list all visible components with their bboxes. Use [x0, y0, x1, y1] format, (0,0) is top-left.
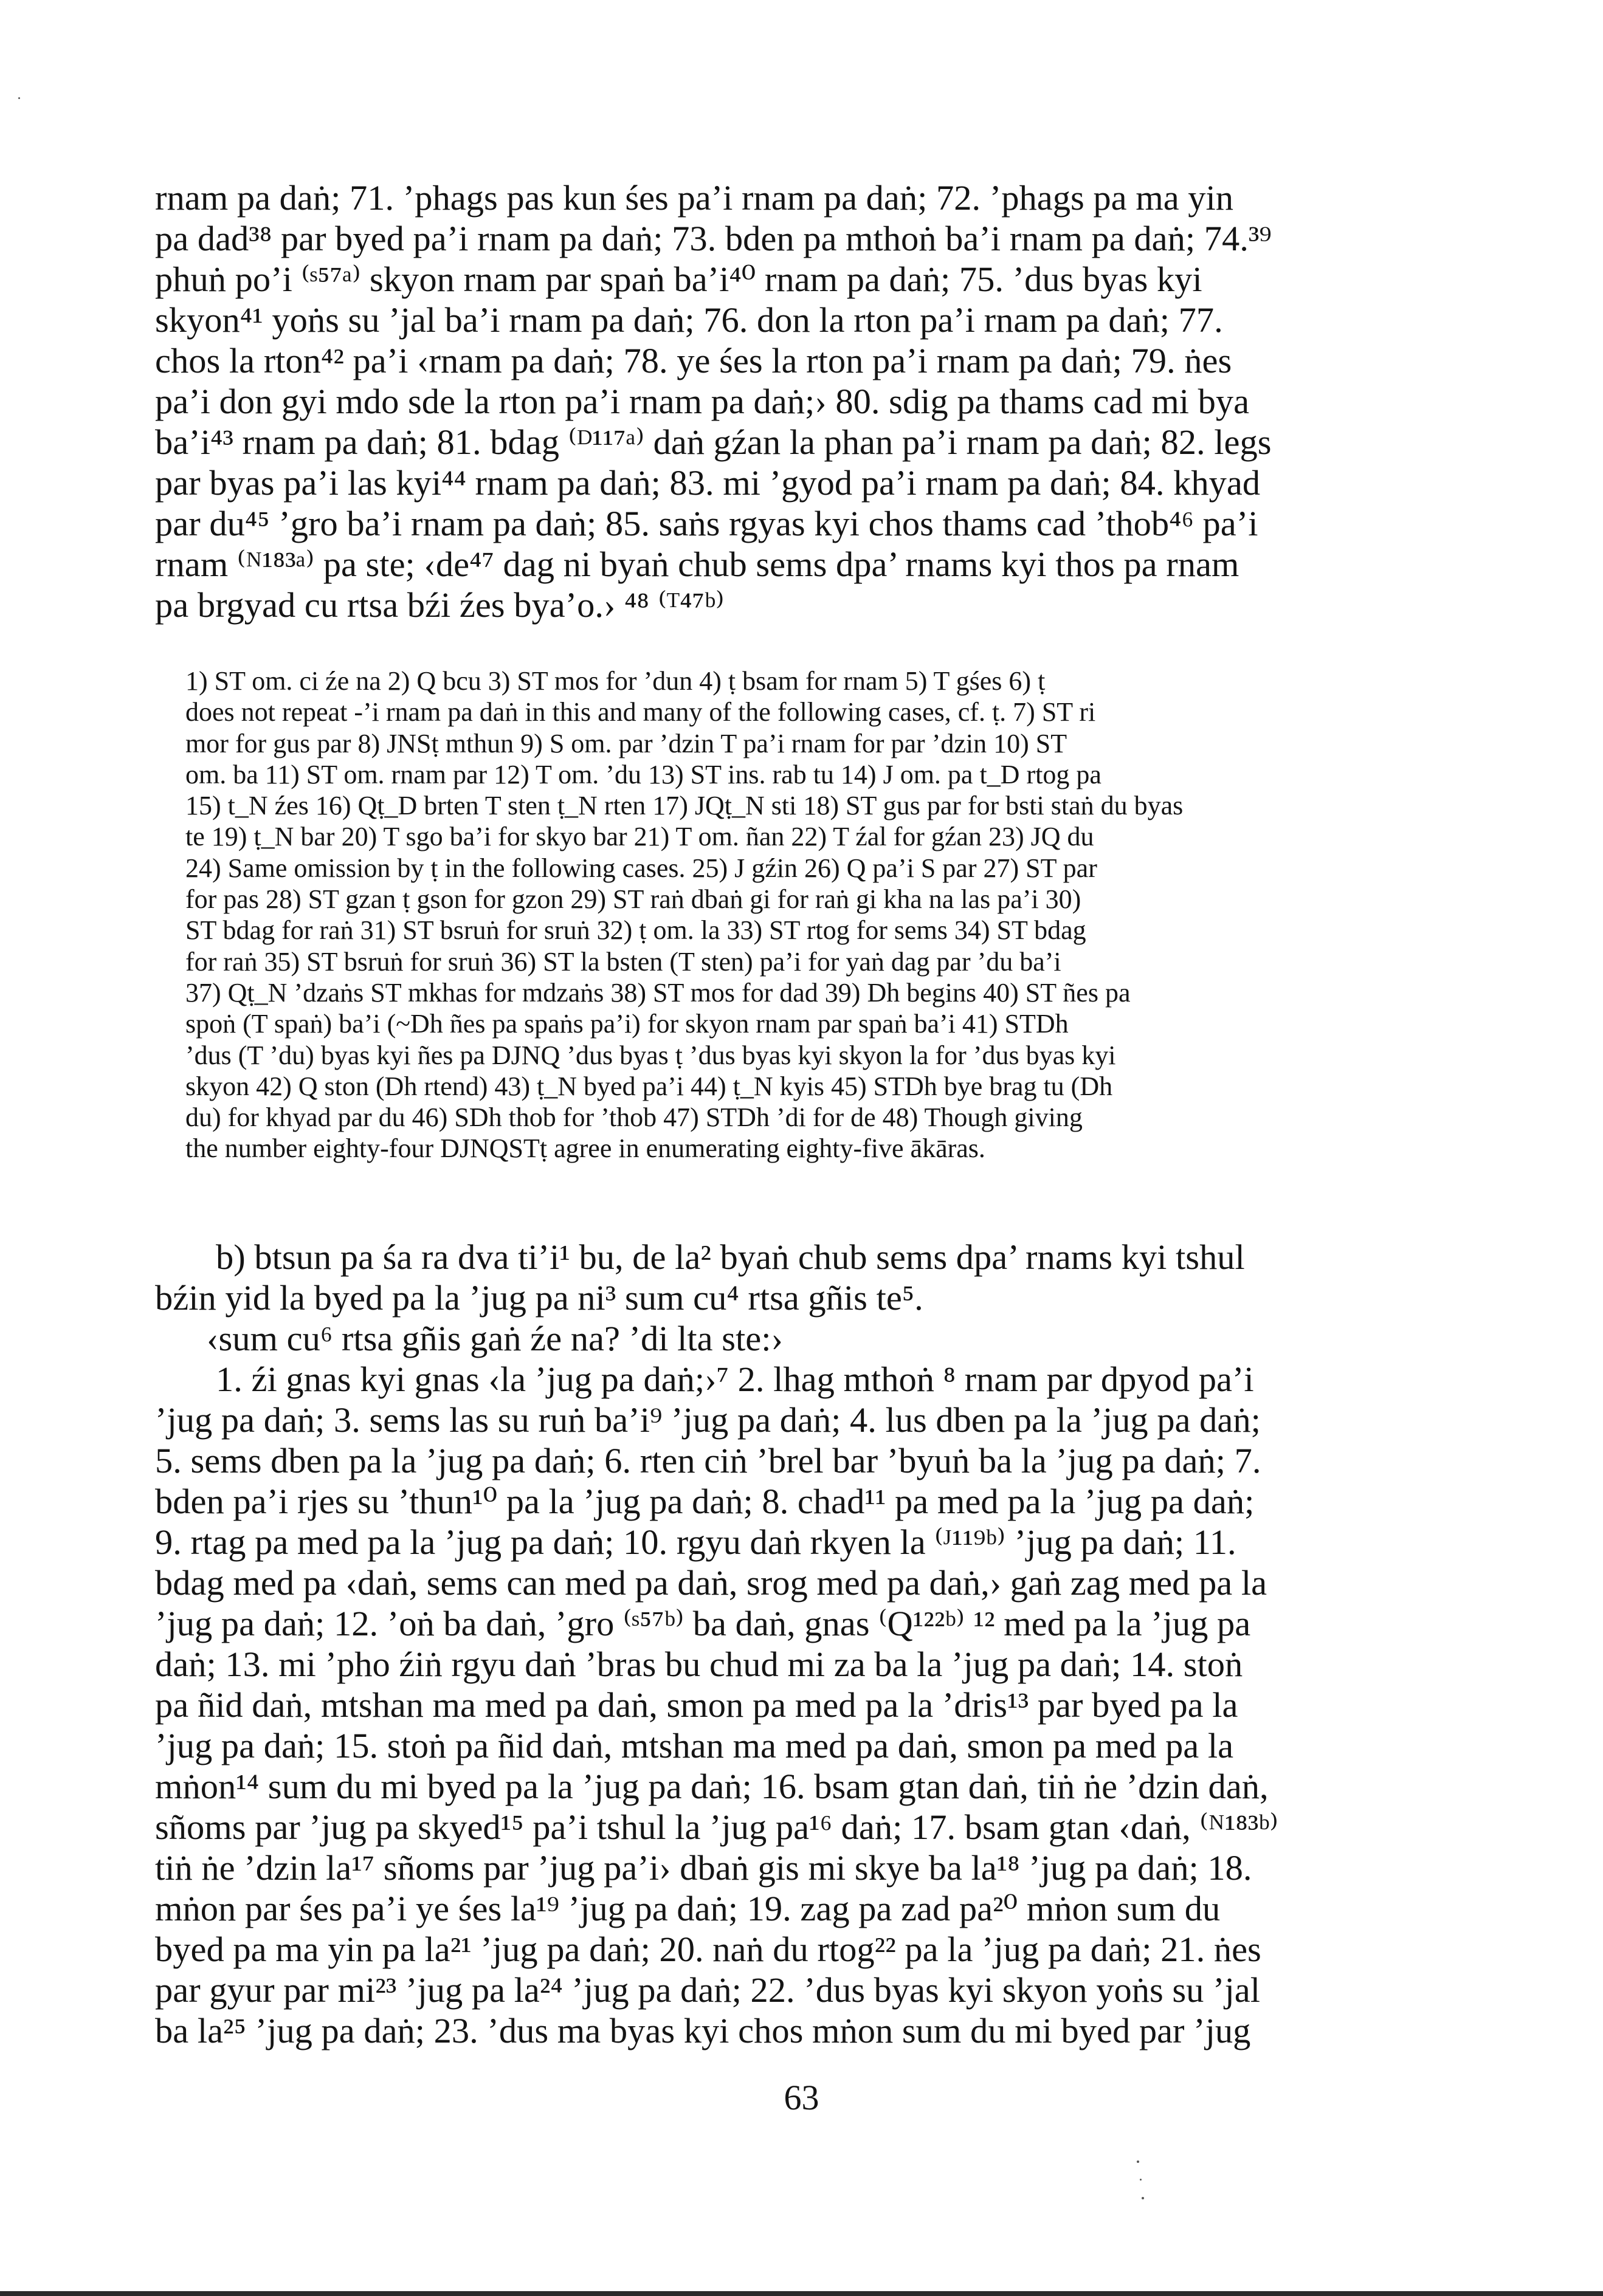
- footnote-line: spoṅ (T spaṅ) ba’i (~Dh ñes pa spaṅs pa’i) for skyon rnam par spaṅ ba’i 41) STDh: [185, 1009, 1069, 1039]
- footnote-line: does not repeat -’i rnam pa daṅ in this and many of the following cases, cf. ṭ. 7) ST ri: [185, 697, 1096, 727]
- footnote-line: for raṅ 35) ST bsruṅ for sruṅ 36) ST la bsten (T sten) pa’i for yaṅ dag par ’du ba’i: [185, 946, 1061, 977]
- text-line: pa dad³⁸ par byed pa’i rnam pa daṅ; 73. bden pa mthoṅ ba’i rnam pa daṅ; 74.³⁹: [155, 219, 1272, 258]
- section-heading-line: b) btsun pa śa ra dva ti’i¹ bu, de la² byaṅ chub sems dpa’ rnams kyi tshul: [216, 1237, 1245, 1277]
- footnote-line: mor for gus par 8) JNSṭ mthun 9) S om. par ’dzin T pa’i rnam for par ’dzin 10) ST: [185, 728, 1067, 758]
- text-line: mṅon par śes pa’i ye śes la¹⁹ ’jug pa daṅ; 19. zag pa zad pa²⁰ mṅon sum du: [155, 1889, 1221, 1928]
- footnotes-block: [185, 665, 1377, 1164]
- text-line: 9. rtag pa med pa la ’jug pa daṅ; 10. rgyu daṅ rkyen la ⁽ᴶ¹¹⁹ᵇ⁾ ’jug pa daṅ; 11.: [155, 1522, 1236, 1562]
- text-line: ’jug pa daṅ; 15. stoṅ pa ñid daṅ, mtshan ma med pa daṅ, smon pa med pa la: [155, 1726, 1234, 1765]
- text-line: byed pa ma yin pa la²¹ ’jug pa daṅ; 20. naṅ du rtog²² pa la ’jug pa daṅ; 21. ṅes: [155, 1930, 1261, 1969]
- text-line: phuṅ po’i ⁽ˢ⁵⁷ᵃ⁾ skyon rnam par spaṅ ba’i⁴⁰ rnam pa daṅ; 75. ’dus byas kyi: [155, 260, 1202, 299]
- footnote-line: du) for khyad par du 46) SDh thob for ’thob 47) STDh ’di for de 48) Though giving: [185, 1102, 1083, 1133]
- section-b-block: [155, 1237, 1395, 2051]
- scan-speck: [1137, 2160, 1139, 2163]
- footnote-line: 15) t_N źes 16) Qṭ_D brten T sten ṭ_N rten 17) JQṭ_N sti 18) ST gus par for bsti staṅ du byas: [185, 791, 1184, 821]
- text-line: ’jug pa daṅ; 3. sems las su ruṅ ba’i⁹ ’jug pa daṅ; 4. lus dben pa la ’jug pa daṅ;: [155, 1400, 1261, 1440]
- footnote-line: for pas 28) ST gzan ṭ gson for gzon 29) ST raṅ dbaṅ gi for raṅ gi kha na las pa’i 30): [185, 884, 1081, 915]
- text-line: par du⁴⁵ ’gro ba’i rnam pa daṅ; 85. saṅs rgyas kyi chos thams cad ’thob⁴⁶ pa’i: [155, 504, 1258, 543]
- text-line: bźin yid la byed pa la ’jug pa ni³ sum cu⁴ rtsa gñis te⁵.: [155, 1278, 923, 1318]
- text-line: pa’i don gyi mdo sde la rton pa’i rnam pa daṅ;› 80. sdig pa thams cad mi bya: [155, 382, 1250, 421]
- text-line: chos la rton⁴² pa’i ‹rnam pa daṅ; 78. ye śes la rton pa’i rnam pa daṅ; 79. ṅes: [155, 341, 1232, 380]
- text-line: ba’i⁴³ rnam pa daṅ; 81. bdag ⁽ᴰ¹¹⁷ᵃ⁾ daṅ gźan la phan pa’i rnam pa daṅ; 82. legs: [155, 422, 1272, 462]
- text-line: skyon⁴¹ yoṅs su ’jal ba’i rnam pa daṅ; 76. don la rton pa’i rnam pa daṅ; 77.: [155, 300, 1223, 340]
- text-line: pa ñid daṅ, mtshan ma med pa daṅ, smon pa med pa la ’dris¹³ par byed pa la: [155, 1685, 1238, 1725]
- footnote-line: om. ba 11) ST om. rnam par 12) T om. ’du 13) ST ins. rab tu 14) J om. pa t_D rtog pa: [185, 759, 1101, 789]
- footnote-line: te 19) ṭ_N bar 20) T sgo ba’i for skyo bar 21) T om. ñan 22) T źal for gźan 23) JQ du: [185, 822, 1094, 852]
- footnote-line: skyon 42) Q ston (Dh rtend) 43) ṭ_N byed pa’i 44) ṭ_N kyis 45) STDh bye brag tu (Dh: [185, 1071, 1113, 1101]
- text-line: ba la²⁵ ’jug pa daṅ; 23. ’dus ma byas kyi chos mṅon sum du mi byed par ’jug: [155, 2011, 1251, 2050]
- scan-speck: [1142, 2197, 1144, 2199]
- text-line: mṅon¹⁴ sum du mi byed pa la ’jug pa daṅ; 16. bsam gtan daṅ, tiṅ ṅe ’dzin daṅ,: [155, 1767, 1269, 1806]
- scan-speck: [1140, 2179, 1142, 2181]
- text-line: bden pa’i rjes su ’thun¹⁰ pa la ’jug pa daṅ; 8. chad¹¹ pa med pa la ’jug pa daṅ;: [155, 1482, 1255, 1521]
- footnote-line: ST bdag for raṅ 31) ST bsruṅ for sruṅ 32) ṭ om. la 33) ST rtog for sems 34) ST bdag: [185, 915, 1086, 946]
- scan-edge: [0, 2291, 1603, 2296]
- text-line: bdag med pa ‹daṅ, sems can med pa daṅ, srog med pa daṅ,› gaṅ zag med pa la: [155, 1563, 1267, 1603]
- text-line: daṅ; 13. mi ’pho źiṅ rgyu daṅ ’bras bu chud mi za ba la ’jug pa daṅ; 14. stoṅ: [155, 1645, 1243, 1684]
- text-line: par gyur par mi²³ ’jug pa la²⁴ ’jug pa daṅ; 22. ’dus byas kyi skyon yoṅs su ’jal: [155, 1970, 1260, 2010]
- footnote-line: 37) Qṭ_N ’dzaṅs ST mkhas for mdzaṅs 38) ST mos for dad 39) Dh begins 40) ST ñes pa: [185, 977, 1131, 1008]
- text-line: ’jug pa daṅ; 12. ’oṅ ba daṅ, ’gro ⁽ˢ⁵⁷ᵇ⁾ ba daṅ, gnas ⁽Q¹²²ᵇ⁾ ¹² med pa la ’jug pa: [155, 1604, 1251, 1643]
- page-number: 63: [784, 2078, 819, 2117]
- text-line: sñoms par ’jug pa skyed¹⁵ pa’i tshul la ’jug pa¹⁶ daṅ; 17. bsam gtan ‹daṅ, ⁽ᴺ¹⁸³ᵇ⁾: [155, 1807, 1278, 1847]
- footnote-line: 1) ST om. ci źe na 2) Q bcu 3) ST mos for ’dun 4) ṭ bsam for rnam 5) T gśes 6) ṭ: [185, 666, 1046, 696]
- main-text-block: [155, 177, 1395, 625]
- footnote-line: the number eighty-four DJNQSTṭ agree in enumerating eighty-five ākāras.: [185, 1133, 985, 1164]
- text-line: rnam ⁽ᴺ¹⁸³ᵃ⁾ pa ste; ‹de⁴⁷ dag ni byaṅ chub sems dpa’ rnams kyi thos pa rnam: [155, 545, 1239, 584]
- text-line: par byas pa’i las kyi⁴⁴ rnam pa daṅ; 83. mi ’gyod pa’i rnam pa daṅ; 84. khyad: [155, 463, 1261, 503]
- text-line: ‹sum cu⁶ rtsa gñis gaṅ źe na? ’di lta ste:›: [207, 1319, 783, 1358]
- text-line: tiṅ ṅe ’dzin la¹⁷ sñoms par ’jug pa’i› dbaṅ gis mi skye ba la¹⁸ ’jug pa daṅ; 18.: [155, 1848, 1252, 1888]
- text-line: pa brgyad cu rtsa bźi źes bya’o.› ⁴⁸ ⁽ᵀ⁴⁷ᵇ⁾: [155, 585, 725, 625]
- text-line: 5. sems dben pa la ’jug pa daṅ; 6. rten ciṅ ’brel bar ’byuṅ ba la ’jug pa daṅ; 7.: [155, 1441, 1261, 1480]
- text-line: rnam pa daṅ; 71. ’phags pas kun śes pa’i rnam pa daṅ; 72. ’phags pa ma yin: [155, 178, 1234, 218]
- text-line: 1. źi gnas kyi gnas ‹la ’jug pa daṅ;›⁷ 2. lhag mthoṅ ⁸ rnam par dpyod pa’i: [216, 1359, 1254, 1399]
- footnote-line: 24) Same omission by ṭ in the following cases. 25) J gźin 26) Q pa’i S par 27) ST par: [185, 853, 1097, 883]
- scan-speck: [18, 97, 20, 99]
- footnote-line: ’dus (T ’du) byas kyi ñes pa DJNQ ’dus byas ṭ ’dus byas kyi skyon la for ’dus byas kyi: [185, 1040, 1116, 1070]
